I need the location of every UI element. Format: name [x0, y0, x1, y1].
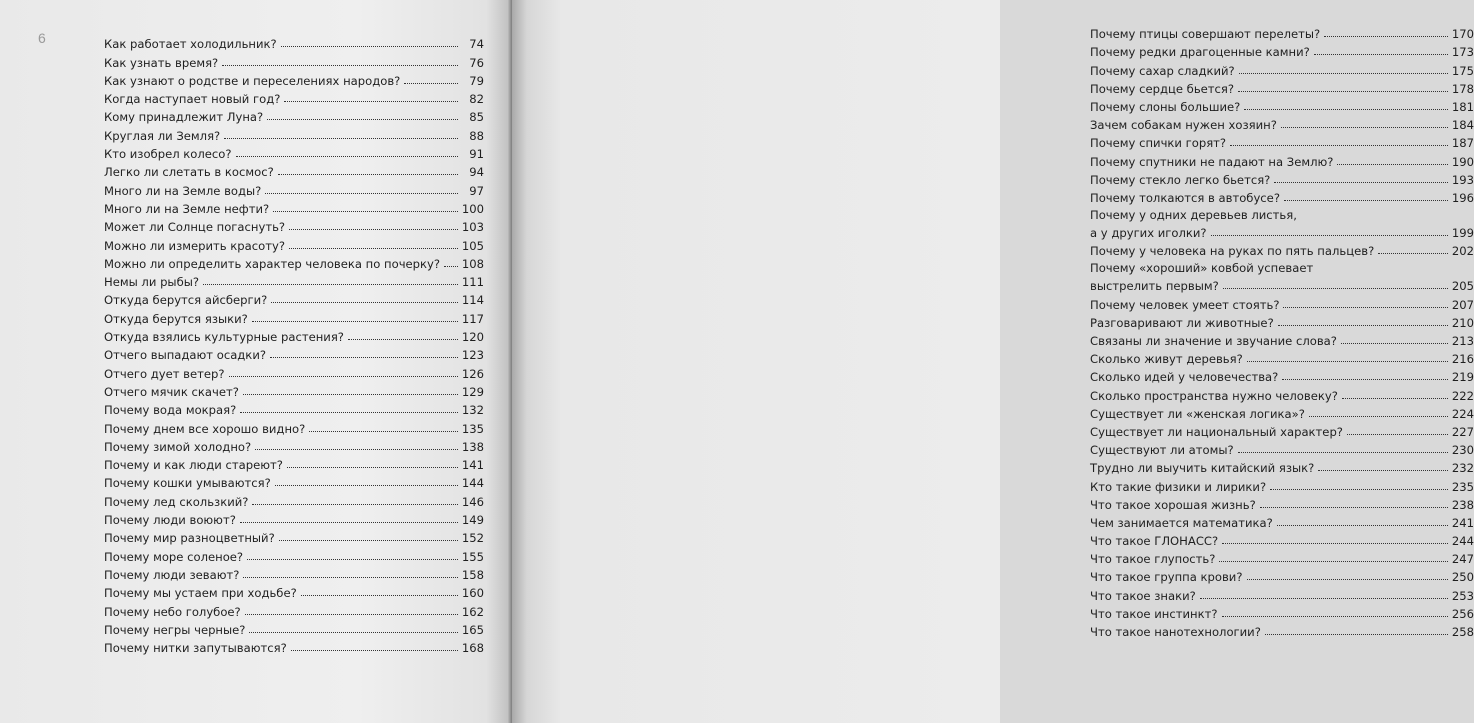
- toc-entry-title: Отчего выпадают осадки?: [104, 348, 267, 363]
- dot-leader: [1265, 634, 1448, 635]
- toc-entry: [1090, 41, 1474, 59]
- dot-leader: [222, 65, 458, 66]
- dot-leader: [1270, 489, 1448, 490]
- toc-entry-title: Немы ли рыбы?: [104, 275, 200, 290]
- toc-entry-page: 181: [1451, 99, 1474, 114]
- toc-entry-page: 111: [461, 275, 484, 290]
- dot-leader: [1247, 361, 1448, 362]
- toc-entry-page: 247: [1451, 552, 1474, 567]
- toc-entry-page: 138: [461, 439, 484, 454]
- dot-leader: [281, 46, 458, 47]
- dot-leader: [444, 266, 458, 267]
- toc-entry-page: 219: [1451, 370, 1474, 385]
- dot-leader: [301, 595, 458, 596]
- dot-leader: [1341, 343, 1448, 344]
- toc-entry: [104, 545, 484, 563]
- dot-leader: [1274, 182, 1448, 183]
- dot-leader: [1278, 325, 1448, 326]
- dot-leader: [245, 614, 458, 615]
- toc-entry-title: Почему люди воюют?: [104, 513, 236, 528]
- toc-entry-page: 187: [1451, 136, 1474, 151]
- toc-entry-title: Можно ли определить характер человека по почерку?: [104, 256, 441, 271]
- toc-entry-page: 253: [1451, 588, 1474, 603]
- toc-entry: [104, 198, 484, 216]
- toc-entry: [1090, 23, 1474, 41]
- toc-entry-page: 114: [461, 293, 484, 308]
- toc-entry-title: Почему негры черные?: [104, 622, 246, 637]
- toc-entry-title: Почему толкаются в автобусе?: [1090, 190, 1280, 205]
- toc-entry: [1090, 494, 1474, 512]
- dot-leader: [348, 339, 458, 340]
- toc-entry: [104, 70, 484, 88]
- toc-entry-title: Кто изобрел колесо?: [104, 147, 232, 162]
- dot-leader: [1281, 127, 1448, 128]
- toc-entry-page: 238: [1451, 497, 1474, 512]
- toc-entry-page: 79: [469, 73, 484, 88]
- toc-entry-title: Почему «хороший» ковбой успевает: [1090, 261, 1314, 276]
- toc-entry: [104, 253, 484, 271]
- toc-entry: [1090, 475, 1474, 493]
- toc-entry-page: 175: [1451, 63, 1474, 78]
- toc-entry-page: 100: [461, 201, 484, 216]
- left-page: [0, 0, 512, 723]
- dot-leader: [1223, 288, 1448, 289]
- toc-entry-page: 129: [461, 384, 484, 399]
- toc-entry: [104, 51, 484, 69]
- dot-leader: [1200, 598, 1448, 599]
- dot-leader: [404, 83, 458, 84]
- toc-entry: [104, 399, 484, 417]
- toc-entry: [1090, 293, 1474, 311]
- toc-entry: [104, 33, 484, 51]
- toc-entry-page: 232: [1451, 461, 1474, 476]
- toc-entry: [104, 271, 484, 289]
- toc-entry-page: 105: [461, 238, 484, 253]
- toc-entry-title: Можно ли измерить красоту?: [104, 238, 285, 253]
- toc-entry: [104, 600, 484, 618]
- dot-leader: [1219, 561, 1447, 562]
- toc-entry: [1090, 312, 1474, 330]
- toc-entry: [1090, 275, 1474, 293]
- toc-entry: [1090, 114, 1474, 132]
- toc-entry: [104, 161, 484, 179]
- toc-entry-page: 216: [1451, 352, 1474, 367]
- toc-entry-page: 117: [461, 311, 484, 326]
- page-number: 6: [38, 30, 46, 46]
- toc-entry: [104, 289, 484, 307]
- toc-entry-title: Почему спутники не падают на Землю?: [1090, 154, 1334, 169]
- dot-leader: [203, 284, 458, 285]
- toc-entry-page: 85: [469, 110, 484, 125]
- toc-entry-title: Существует ли «женская логика»?: [1090, 406, 1305, 421]
- toc-entry-page: 120: [461, 330, 484, 345]
- toc-entry: [1090, 187, 1474, 205]
- toc-entry-page: 94: [469, 165, 484, 180]
- toc-entry-title: Почему мы устаем при ходьбе?: [104, 586, 297, 601]
- toc-entry: [104, 381, 484, 399]
- toc-entry: [1090, 169, 1474, 187]
- toc-entry: [104, 88, 484, 106]
- toc-entry: [1090, 330, 1474, 348]
- dot-leader: [289, 229, 458, 230]
- dot-leader: [1337, 164, 1447, 165]
- dot-leader: [275, 485, 458, 486]
- toc-entry: [104, 490, 484, 508]
- toc-entry-title: Что такое ГЛОНАСС?: [1090, 534, 1219, 549]
- toc-entry: [104, 344, 484, 362]
- toc-entry-title: Что такое хорошая жизнь?: [1090, 497, 1256, 512]
- toc-entry-title: Круглая ли Земля?: [104, 128, 221, 143]
- toc-entry: [1090, 530, 1474, 548]
- toc-entry: [104, 106, 484, 124]
- toc-entry-page: 88: [469, 128, 484, 143]
- toc-entry-page: 196: [1451, 190, 1474, 205]
- toc-entry-title: Отчего дует ветер?: [104, 366, 225, 381]
- toc-entry-title: Почему слоны большие?: [1090, 99, 1241, 114]
- toc-entry-title: Что такое нанотехнологии?: [1090, 625, 1261, 639]
- toc-entry-page: 258: [1451, 625, 1474, 639]
- toc-entry-page: 162: [461, 604, 484, 619]
- toc-entry-page: 190: [1451, 154, 1474, 169]
- toc-entry-page: 135: [461, 421, 484, 436]
- toc-entry: [1090, 78, 1474, 96]
- toc-entry-page: 76: [469, 55, 484, 70]
- toc-entry: [1090, 403, 1474, 421]
- toc-entry-page: 165: [461, 622, 484, 637]
- toc-entry-title: Почему днем все хорошо видно?: [104, 421, 306, 436]
- dot-leader: [1324, 36, 1448, 37]
- toc-entry: [1090, 150, 1474, 168]
- toc-entry: [1090, 240, 1474, 258]
- toc-entry: [1090, 603, 1474, 621]
- toc-entry: [104, 326, 484, 344]
- toc-entry: [1090, 566, 1474, 584]
- dot-leader: [229, 376, 458, 377]
- toc-entry-page: 178: [1451, 81, 1474, 96]
- toc-entry-page: 244: [1451, 534, 1474, 549]
- dot-leader: [1342, 398, 1448, 399]
- toc-entry-title: Почему сердце бьется?: [1090, 81, 1235, 96]
- toc-entry: [104, 564, 484, 582]
- dot-leader: [1211, 235, 1448, 236]
- toc-entry-title: Почему сахар сладкий?: [1090, 63, 1235, 78]
- toc-entry: [1090, 548, 1474, 566]
- toc-entry-title: Разговаривают ли животные?: [1090, 315, 1274, 330]
- toc-entry-title: Сколько идей у человечества?: [1090, 370, 1279, 385]
- toc-entry-title: Почему птицы совершают перелеты?: [1090, 27, 1321, 42]
- dot-leader: [309, 431, 458, 432]
- toc-entry-page: 126: [461, 366, 484, 381]
- toc-entry-title: Как работает холодильник?: [104, 37, 277, 52]
- toc-entry-title: а у других иголки?: [1090, 226, 1207, 241]
- dot-leader: [1244, 109, 1448, 110]
- dot-leader: [270, 357, 458, 358]
- toc-entry-title: Что такое инстинкт?: [1090, 606, 1218, 621]
- dot-leader: [1222, 616, 1448, 617]
- toc-entry-page: 230: [1451, 443, 1474, 458]
- dot-leader: [1247, 579, 1448, 580]
- toc-entry-page: 82: [469, 92, 484, 107]
- toc-entry-page: 146: [461, 494, 484, 509]
- toc-entry: [104, 619, 484, 637]
- toc-entry: [104, 307, 484, 325]
- dot-leader: [240, 412, 458, 413]
- toc-entry-title: Чем занимается математика?: [1090, 515, 1273, 530]
- toc-entry-title: Кто такие физики и лирики?: [1090, 479, 1267, 494]
- dot-leader: [247, 559, 458, 560]
- toc-entry: [104, 472, 484, 490]
- dot-leader: [265, 193, 458, 194]
- toc-entry-title: Почему мир разноцветный?: [104, 531, 275, 546]
- toc-entry: [104, 436, 484, 454]
- dot-leader: [255, 449, 458, 450]
- toc-entry-title: Много ли на Земле воды?: [104, 183, 262, 198]
- toc-entry-line: [1090, 258, 1474, 275]
- toc-entry-page: 74: [469, 37, 484, 52]
- dot-leader: [1238, 452, 1448, 453]
- toc-entry-title: Легко ли слетать в космос?: [104, 165, 274, 180]
- toc-entry: [1090, 59, 1474, 77]
- toc-entry-page: 184: [1451, 118, 1474, 133]
- toc-entry-page: 103: [461, 220, 484, 235]
- toc-entry-title: Трудно ли выучить китайский язык?: [1090, 461, 1315, 476]
- toc-entry-title: Откуда берутся айсберги?: [104, 293, 268, 308]
- toc-entry-page: 158: [461, 567, 484, 582]
- toc-entry-title: Что такое знаки?: [1090, 588, 1196, 603]
- toc-entry-title: Почему кошки умываются?: [104, 476, 271, 491]
- toc-entry-page: 193: [1451, 172, 1474, 187]
- toc-entry-title: Откуда берутся языки?: [104, 311, 248, 326]
- toc-entry-title: Почему зимой холодно?: [104, 439, 252, 454]
- dot-leader: [1260, 507, 1448, 508]
- toc-entry: [104, 362, 484, 380]
- toc-entry-title: Почему у одних деревьев листья,: [1090, 207, 1297, 222]
- toc-list-right: [1090, 23, 1474, 639]
- dot-leader: [1283, 307, 1447, 308]
- toc-entry-page: 213: [1451, 334, 1474, 348]
- toc-entry-title: Что такое глупость?: [1090, 552, 1216, 567]
- toc-entry-page: 152: [461, 531, 484, 546]
- toc-entry: [104, 143, 484, 161]
- dot-leader: [243, 394, 458, 395]
- toc-entry: [1090, 222, 1474, 240]
- toc-entry: [1090, 439, 1474, 457]
- toc-entry-title: Связаны ли значение и звучание слова?: [1090, 334, 1337, 348]
- dot-leader: [243, 577, 457, 578]
- toc-entry: [1090, 584, 1474, 602]
- toc-entry: [104, 637, 484, 655]
- toc-entry-title: Как узнать время?: [104, 55, 219, 70]
- toc-entry: [104, 124, 484, 142]
- toc-entry-title: Почему человек умеет стоять?: [1090, 297, 1280, 312]
- toc-entry: [104, 216, 484, 234]
- toc-entry-title: Сколько пространства нужно человеку?: [1090, 388, 1338, 403]
- toc-entry-title: Почему редки драгоценные камни?: [1090, 45, 1310, 60]
- toc-entry-page: 91: [469, 147, 484, 162]
- toc-entry-title: Почему у человека на руках по пять пальцев?: [1090, 244, 1375, 259]
- dot-leader: [252, 504, 457, 505]
- dot-leader: [1222, 543, 1448, 544]
- toc-entry: [1090, 132, 1474, 150]
- toc-entry-page: 227: [1451, 424, 1474, 439]
- dot-leader: [1238, 91, 1448, 92]
- toc-entry-page: 250: [1451, 570, 1474, 585]
- toc-entry-title: Когда наступает новый год?: [104, 92, 281, 107]
- dot-leader: [1277, 525, 1448, 526]
- dot-leader: [267, 119, 458, 120]
- toc-entry: [104, 234, 484, 252]
- toc-entry-title: Почему небо голубое?: [104, 604, 241, 619]
- dot-leader: [273, 211, 458, 212]
- toc-entry: [104, 527, 484, 545]
- toc-entry: [104, 417, 484, 435]
- toc-entry-page: 170: [1451, 27, 1474, 42]
- toc-entry: [1090, 512, 1474, 530]
- toc-entry: [104, 509, 484, 527]
- toc-entry-title: Как узнают о родстве и переселениях народов?: [104, 73, 401, 88]
- toc-entry-title: Откуда взялись культурные растения?: [104, 330, 344, 345]
- dot-leader: [287, 467, 458, 468]
- dot-leader: [252, 321, 458, 322]
- dot-leader: [1230, 145, 1448, 146]
- toc-entry-page: 160: [461, 586, 484, 601]
- toc-entry-title: выстрелить первым?: [1090, 279, 1219, 294]
- toc-entry-page: 256: [1451, 606, 1474, 621]
- toc-entry: [1090, 384, 1474, 402]
- toc-entry-title: Почему лед скользкий?: [104, 494, 249, 509]
- toc-entry-page: 155: [461, 549, 484, 564]
- toc-entry: [1090, 457, 1474, 475]
- toc-entry-title: Существует ли национальный характер?: [1090, 424, 1343, 439]
- toc-entry-page: 173: [1451, 45, 1474, 60]
- toc-entry-title: Много ли на Земле нефти?: [104, 201, 270, 216]
- dot-leader: [1239, 73, 1448, 74]
- toc-entry-page: 123: [461, 348, 484, 363]
- dot-leader: [249, 632, 457, 633]
- toc-entry-page: 108: [461, 256, 484, 271]
- dot-leader: [1309, 416, 1448, 417]
- dot-leader: [236, 156, 458, 157]
- dot-leader: [240, 522, 458, 523]
- toc-entry: [1090, 366, 1474, 384]
- toc-entry-page: 132: [461, 403, 484, 418]
- toc-entry: [1090, 421, 1474, 439]
- toc-entry-page: 222: [1451, 388, 1474, 403]
- toc-entry: [104, 179, 484, 197]
- toc-entry-title: Кому принадлежит Луна?: [104, 110, 264, 125]
- toc-entry-title: Почему стекло легко бьется?: [1090, 172, 1271, 187]
- dot-leader: [289, 248, 458, 249]
- dot-leader: [278, 174, 458, 175]
- toc-entry-title: Почему и как люди стареют?: [104, 458, 283, 473]
- toc-entry-page: 144: [461, 476, 484, 491]
- toc-entry: [1090, 96, 1474, 114]
- toc-entry-page: 97: [469, 183, 484, 198]
- dot-leader: [1378, 253, 1448, 254]
- dot-leader: [284, 101, 458, 102]
- toc-entry-title: Может ли Солнце погаснуть?: [104, 220, 286, 235]
- toc-entry-title: Зачем собакам нужен хозяин?: [1090, 118, 1277, 133]
- toc-entry-title: Сколько живут деревья?: [1090, 352, 1243, 367]
- dot-leader: [1284, 200, 1448, 201]
- dot-leader: [224, 138, 458, 139]
- toc-entry-page: 207: [1451, 297, 1474, 312]
- toc-entry-page: 168: [461, 641, 484, 656]
- toc-entry-page: 202: [1451, 244, 1474, 259]
- dot-leader: [279, 540, 458, 541]
- toc-entry: [1090, 348, 1474, 366]
- dot-leader: [1318, 470, 1448, 471]
- toc-entry-page: 210: [1451, 315, 1474, 330]
- toc-entry-title: Почему вода мокрая?: [104, 403, 237, 418]
- toc-entry: [104, 582, 484, 600]
- dot-leader: [271, 302, 458, 303]
- toc-list-left: [104, 33, 484, 655]
- toc-entry-title: Почему люди зевают?: [104, 567, 240, 582]
- toc-entry-title: Что такое группа крови?: [1090, 570, 1243, 585]
- dot-leader: [291, 650, 458, 651]
- toc-entry-title: Отчего мячик скачет?: [104, 384, 239, 399]
- toc-entry-page: 205: [1451, 279, 1474, 294]
- toc-entry: [104, 454, 484, 472]
- dot-leader: [1347, 434, 1448, 435]
- right-page: [512, 0, 1474, 723]
- toc-entry-page: 241: [1451, 515, 1474, 530]
- toc-entry-line: [1090, 205, 1474, 222]
- toc-entry-title: Существуют ли атомы?: [1090, 443, 1234, 458]
- toc-entry-page: 235: [1451, 479, 1474, 494]
- toc-entry-title: Почему нитки запутываются?: [104, 641, 287, 656]
- toc-entry: [1090, 621, 1474, 639]
- dot-leader: [1314, 54, 1448, 55]
- toc-entry-page: 199: [1451, 226, 1474, 241]
- dot-leader: [1282, 379, 1448, 380]
- toc-entry-page: 149: [461, 513, 484, 528]
- toc-entry-title: Почему спички горят?: [1090, 136, 1227, 151]
- toc-entry-page: 141: [461, 458, 484, 473]
- toc-entry-title: Почему море соленое?: [104, 549, 244, 564]
- toc-entry-page: 224: [1451, 406, 1474, 421]
